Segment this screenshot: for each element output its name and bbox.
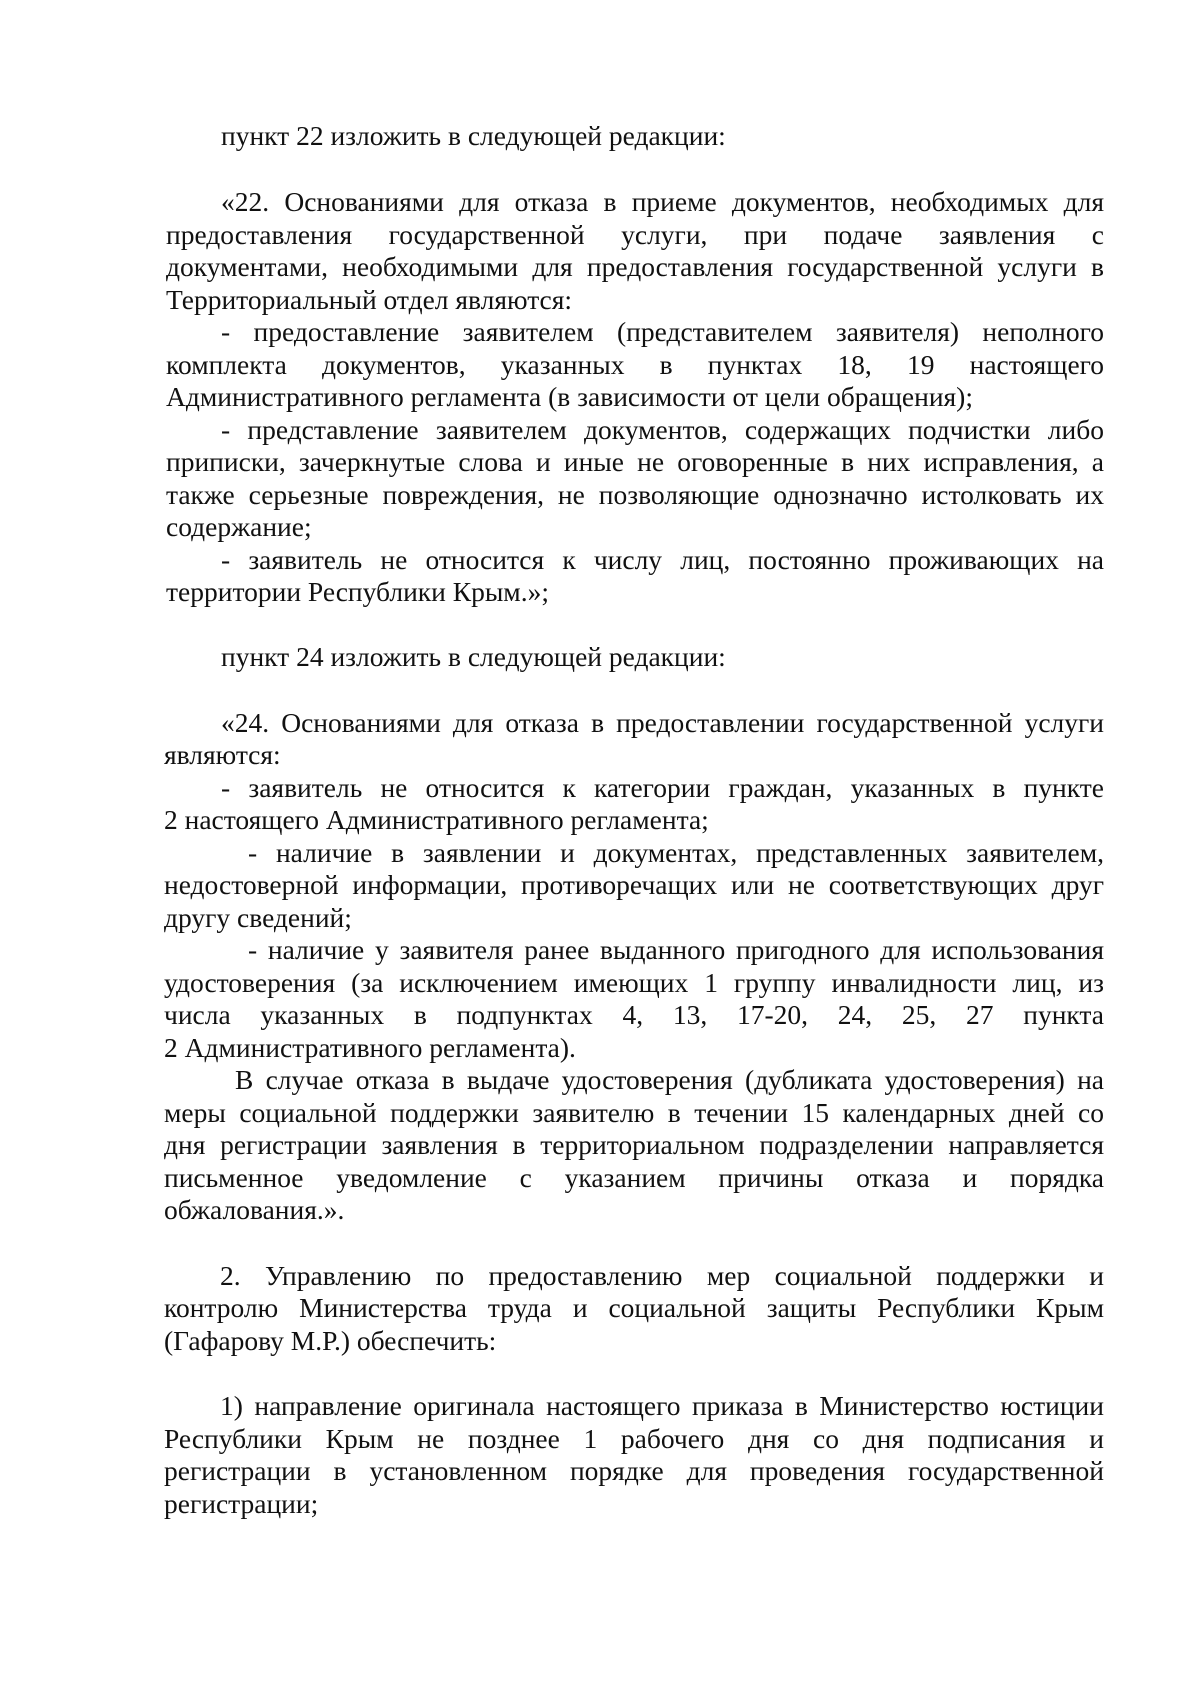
text-line: 2 Административного регламента). bbox=[164, 1032, 576, 1063]
text-line: В случае отказа в выдаче удостоверения (дубликата удостоверения) на bbox=[235, 1064, 1104, 1095]
text-line: 2 настоящего Административного регламента; bbox=[164, 804, 709, 835]
text-line: содержание; bbox=[166, 511, 312, 542]
text-line: - наличие в заявлении и документах, представленных заявителем, bbox=[248, 837, 1104, 868]
text-line: регистрации; bbox=[164, 1488, 319, 1519]
text-line: - представление заявителем документов, содержащих подчистки либо bbox=[221, 414, 1104, 445]
text-line: «22. Основаниями для отказа в приеме документов, необходимых для bbox=[221, 186, 1104, 217]
text-line: регистрации в установленном порядке для проведения государственной bbox=[164, 1455, 1104, 1486]
text-line: 2. Управлению по предоставлению мер социальной поддержки и bbox=[220, 1260, 1104, 1291]
text-line: (Гафарову М.Р.) обеспечить: bbox=[164, 1325, 497, 1356]
text-line: письменное уведомление с указанием причины отказа и порядка bbox=[164, 1162, 1104, 1193]
text-line: также серьезные повреждения, не позволяющие однозначно истолковать их bbox=[166, 479, 1104, 510]
text-line: комплекта документов, указанных в пунктах 18, 19 настоящего bbox=[166, 349, 1104, 380]
text-line: числа указанных в подпунктах 4, 13, 17-20, 24, 25, 27 пункта bbox=[164, 999, 1104, 1030]
text-line: «24. Основаниями для отказа в предоставлении государственной услуги bbox=[221, 707, 1104, 738]
text-line: - заявитель не относится к числу лиц, постоянно проживающих на bbox=[221, 544, 1104, 575]
text-line: - наличие у заявителя ранее выданного пригодного для использования bbox=[248, 934, 1104, 965]
text-line: - предоставление заявителем (представителем заявителя) неполного bbox=[221, 316, 1104, 347]
text-line: Республики Крым не позднее 1 рабочего дня со дня подписания и bbox=[164, 1423, 1104, 1454]
text-line: обжалования.». bbox=[164, 1194, 345, 1225]
text-line: дня регистрации заявления в территориальном подразделении направляется bbox=[164, 1129, 1104, 1160]
text-line: другу сведений; bbox=[164, 902, 352, 933]
text-line: Административного регламента (в зависимости от цели обращения); bbox=[166, 381, 973, 412]
text-line: меры социальной поддержки заявителю в течении 15 календарных дней со bbox=[164, 1097, 1104, 1128]
text-line: недостоверной информации, противоречащих или не соответствующих друг bbox=[164, 869, 1104, 900]
text-line: - заявитель не относится к категории граждан, указанных в пункте bbox=[221, 772, 1104, 803]
text-line: приписки, зачеркнутые слова и иные не оговоренные в них исправления, а bbox=[166, 446, 1104, 477]
text-line: 1) направление оригинала настоящего приказа в Министерство юстиции bbox=[220, 1390, 1104, 1421]
text-line: являются: bbox=[164, 739, 281, 770]
text-line: документами, необходимыми для предоставления государственной услуги в bbox=[166, 251, 1104, 282]
text-line: пункт 24 изложить в следующей редакции: bbox=[221, 641, 726, 672]
text-line: пункт 22 изложить в следующей редакции: bbox=[221, 120, 726, 151]
text-line: удостоверения (за исключением имеющих 1 группу инвалидности лиц, из bbox=[164, 967, 1104, 998]
text-line: Территориальный отдел являются: bbox=[166, 284, 573, 315]
text-line: контролю Министерства труда и социальной защиты Республики Крым bbox=[164, 1292, 1104, 1323]
text-line: предоставления государственной услуги, при подаче заявления с bbox=[166, 219, 1104, 250]
text-line: территории Республики Крым.»; bbox=[166, 576, 549, 607]
